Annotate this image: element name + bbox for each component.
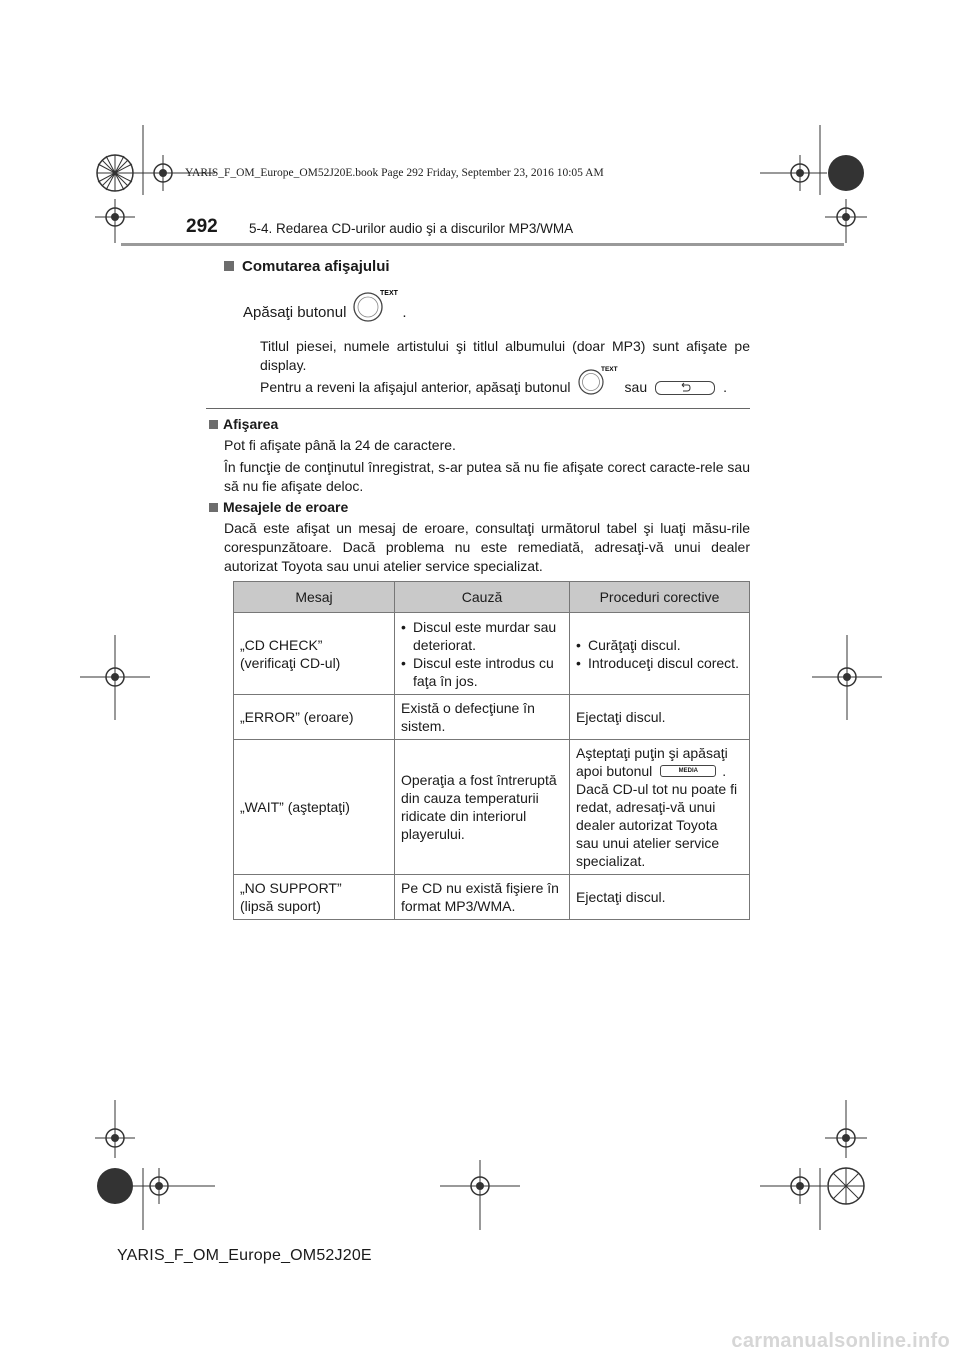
media-button-icon: MEDIA bbox=[660, 765, 716, 777]
fix-item: • Curăţaţi discul. bbox=[576, 636, 743, 654]
page-number: 292 bbox=[186, 216, 218, 237]
message-line: „NO SUPPORT” bbox=[240, 880, 342, 896]
fix-cell bbox=[570, 740, 750, 875]
table-header-message: Mesaj bbox=[234, 582, 395, 613]
table-header-cause: Cauză bbox=[395, 582, 570, 613]
square-bullet-icon bbox=[209, 503, 218, 512]
return-prefix: Pentru a reveni la afişajul anterior, apăsaţi butonul bbox=[260, 379, 571, 396]
message-line: (lipsă suport) bbox=[240, 898, 321, 914]
message-line: „CD CHECK” bbox=[240, 636, 323, 653]
message-cell bbox=[234, 875, 395, 920]
square-bullet-icon bbox=[209, 420, 218, 429]
running-header: 5-4. Redarea CD-urilor audio şi a discurilor MP3/WMA bbox=[249, 221, 574, 236]
crop-mark-top-right bbox=[755, 125, 870, 245]
text-knob-icon-small bbox=[577, 364, 617, 401]
message-cell: „WAIT” (aşteptaţi) bbox=[234, 740, 395, 875]
table-row bbox=[234, 613, 750, 695]
note-display-p2: În funcţie de conţinutul înregistrat, s-ar putea să nu fie afişate corect caracte-rele sau să nu fie afişate deloc. bbox=[224, 459, 750, 494]
section-title bbox=[224, 258, 390, 275]
watermark: carmanualsonline.info bbox=[731, 1330, 950, 1352]
note-title-errors-text: Mesajele de eroare bbox=[223, 499, 349, 515]
description-text: Titlul piesei, numele artistului şi titlul albumului (doar MP3) sunt afişate pe display. bbox=[260, 338, 750, 373]
table-header-fix: Proceduri corective bbox=[570, 582, 750, 613]
crop-mark-mid-right bbox=[812, 635, 882, 720]
return-or: sau bbox=[624, 379, 648, 396]
back-button-icon bbox=[655, 381, 715, 395]
table-header-row bbox=[234, 582, 750, 613]
table-row bbox=[234, 695, 750, 740]
text-knob-small-label: TEXT bbox=[600, 366, 618, 373]
note-title-display bbox=[209, 416, 278, 432]
fix-cell: Ejectaţi discul. bbox=[570, 695, 750, 740]
fix-cell: Ejectaţi discul. bbox=[570, 875, 750, 920]
footer-code: YARIS_F_OM_Europe_OM52J20E bbox=[117, 1247, 372, 1264]
message-cell: „ERROR” (eroare) bbox=[234, 695, 395, 740]
step-suffix: . bbox=[402, 303, 407, 321]
fix-cell bbox=[570, 613, 750, 695]
fix-item: • Introduceţi discul corect. bbox=[576, 654, 743, 672]
step-instruction bbox=[243, 290, 407, 327]
crop-mark-bottom-left bbox=[95, 1100, 235, 1230]
text-knob-icon bbox=[352, 287, 399, 327]
note-title-errors bbox=[209, 499, 348, 515]
table-row bbox=[234, 875, 750, 920]
section-title-text: Comutarea afişajului bbox=[242, 258, 390, 275]
crop-mark-mid-left bbox=[80, 635, 150, 720]
header-rule bbox=[121, 243, 844, 246]
return-suffix: . bbox=[723, 379, 727, 396]
print-info: YARIS_F_OM_Europe_OM52J20E.book Page 292 Friday, September 23, 2016 10:05 AM bbox=[185, 167, 604, 179]
cause-cell: Operaţia a fost întreruptă din cauza temperaturii ridicate din interiorul playerului. bbox=[395, 740, 570, 875]
cause-cell bbox=[395, 613, 570, 695]
step-prefix: Apăsaţi butonul bbox=[243, 303, 347, 321]
cause-item: • Discul este murdar sau deteriorat. bbox=[401, 618, 563, 654]
text-knob-label: TEXT bbox=[380, 290, 399, 297]
note-display-p1: Pot fi afişate până la 24 de caractere. bbox=[224, 437, 456, 453]
crop-mark-bottom-right bbox=[755, 1100, 870, 1230]
cause-item: • Discul este introdus cu faţa în jos. bbox=[401, 654, 563, 690]
fix-rest: Dacă CD-ul tot nu poate fi redat, adresaţi-vă unui dealer autorizat Toyota sau unui atelier service specializat. bbox=[576, 781, 738, 869]
fix-prefix: Aşteptaţi puţin şi apăsaţi apoi butonul bbox=[576, 745, 728, 779]
fix-after-button: . bbox=[722, 763, 727, 779]
cause-cell: Pe CD nu există fişiere în format MP3/WMA. bbox=[395, 875, 570, 920]
crop-mark-bottom-center bbox=[440, 1160, 520, 1230]
message-cell bbox=[234, 613, 395, 695]
message-line: (verificaţi CD-ul) bbox=[240, 654, 341, 671]
note-errors-p1: Dacă este afişat un mesaj de eroare, consultaţi următorul tabel şi luaţi măsu-rile corespunzătoare. Dacă problema nu este remediată, adresaţi-vă unui dealer autorizat Toyota sau unui atelier service specializat. bbox=[224, 520, 750, 574]
table-row bbox=[234, 740, 750, 875]
note-title-display-text: Afişarea bbox=[223, 416, 279, 432]
square-bullet-icon bbox=[224, 261, 234, 271]
cause-cell: Există o defecţiune în sistem. bbox=[395, 695, 570, 740]
return-instruction bbox=[260, 366, 727, 401]
error-messages-table bbox=[233, 581, 750, 920]
section-divider bbox=[206, 408, 750, 409]
